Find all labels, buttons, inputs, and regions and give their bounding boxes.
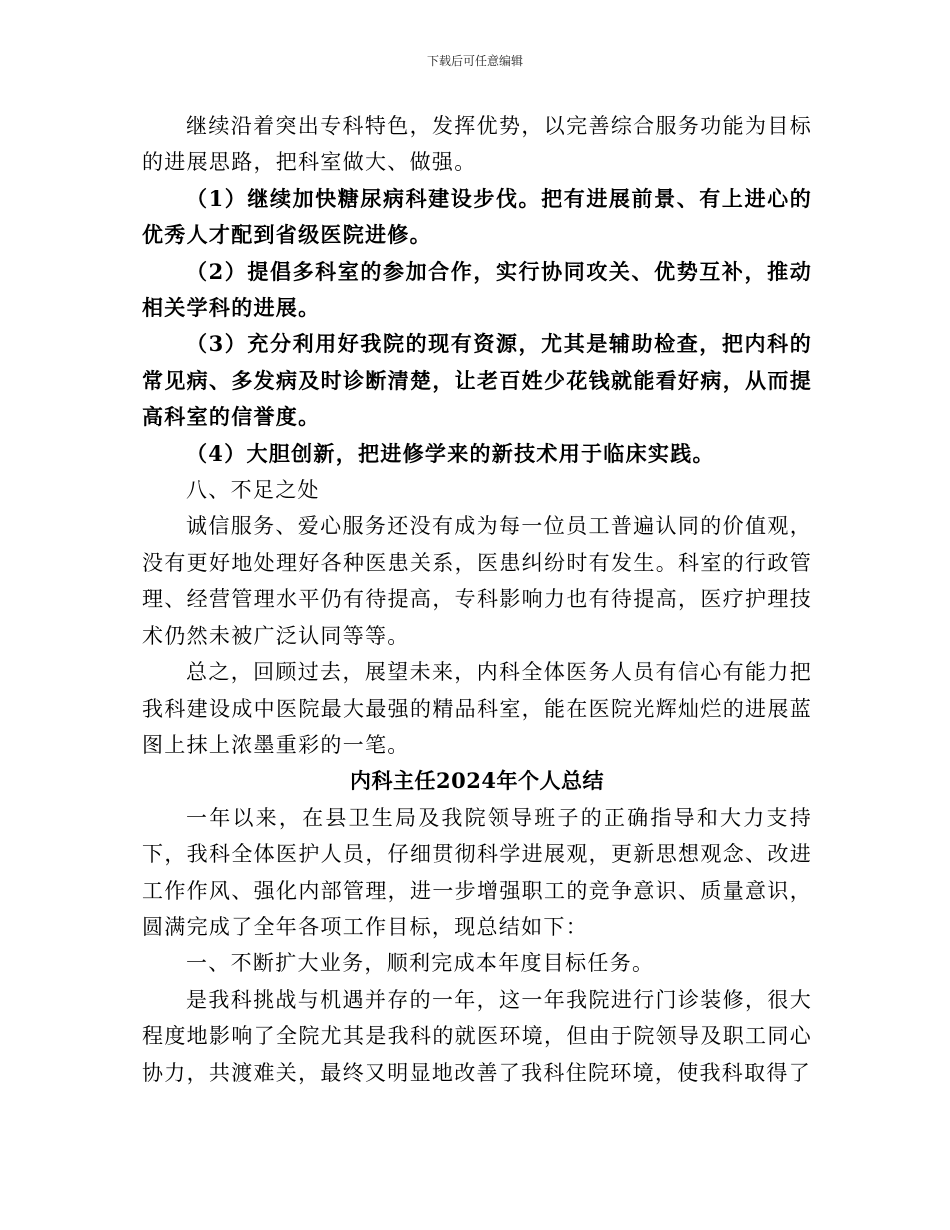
document-title: 内科主任2024年个人总结 — [350, 768, 604, 794]
page-header: 下载后可任意编辑 — [426, 54, 523, 68]
paragraph: 是我科挑战与机遇并存的一年，这一年我院进行门诊装修，很大程度地影响了全院尤其是我科的就医环境，但由于院领导及职工同心协力，共渡难关，最终又明显地改善了我科住院环境，使我科取得了 — [142, 987, 812, 1085]
list-item-3: （3）充分利用好我院的现有资源，尤其是辅助检查，把内科的常见病、多发病及时诊断清楚，让老百姓少花钱就能看好病，从而提高科室的信誉度。 — [142, 331, 812, 430]
paragraph: 继续沿着突出专科特色，发挥优势，以完善综合服务功能为目标的进展思路，把科室做大、做强。 — [142, 114, 812, 175]
section-heading: 一、不断扩大业务，顺利完成本年度目标任务。 — [186, 951, 655, 976]
paragraph: 总之，回顾过去，展望未来，内科全体医务人员有信心有能力把我科建设成中医院最大最强的精品科室，能在医院光辉灿烂的进展蓝图上抹上浓墨重彩的一笔。 — [142, 660, 812, 757]
section-heading: 八、不足之处 — [186, 478, 320, 503]
paragraph: 一年以来，在县卫生局及我院领导班子的正确指导和大力支持下，我科全体医护人员，仔细贯彻科学进展观，更新思想观念、改进工作作风、强化内部管理，进一步增强职工的竞争意识、质量意识，圆满完成了全年各项工作目标，现总结如下： — [142, 805, 812, 939]
paragraph: 诚信服务、爱心服务还没有成为每一位员工普遍认同的价值观，没有更好地处理好各种医患关系，医患纠纷时有发生。科室的行政管理、经营管理水平仍有待提高，专科影响力也有待提高，医疗护理技术仍然未被广泛认同等等。 — [142, 514, 812, 648]
list-item-1: （1）继续加快糖尿病科建设步伐。把有进展前景、有上进心的优秀人才配到省级医院进修。 — [142, 185, 812, 248]
document-body — [142, 108, 812, 1091]
list-item-2: （2）提倡多科室的参加合作，实行协同攻关、优势互补，推动相关学科的进展。 — [142, 258, 812, 321]
list-item-4: （4）大胆创新，把进修学来的新技术用于临床实践。 — [186, 440, 715, 466]
